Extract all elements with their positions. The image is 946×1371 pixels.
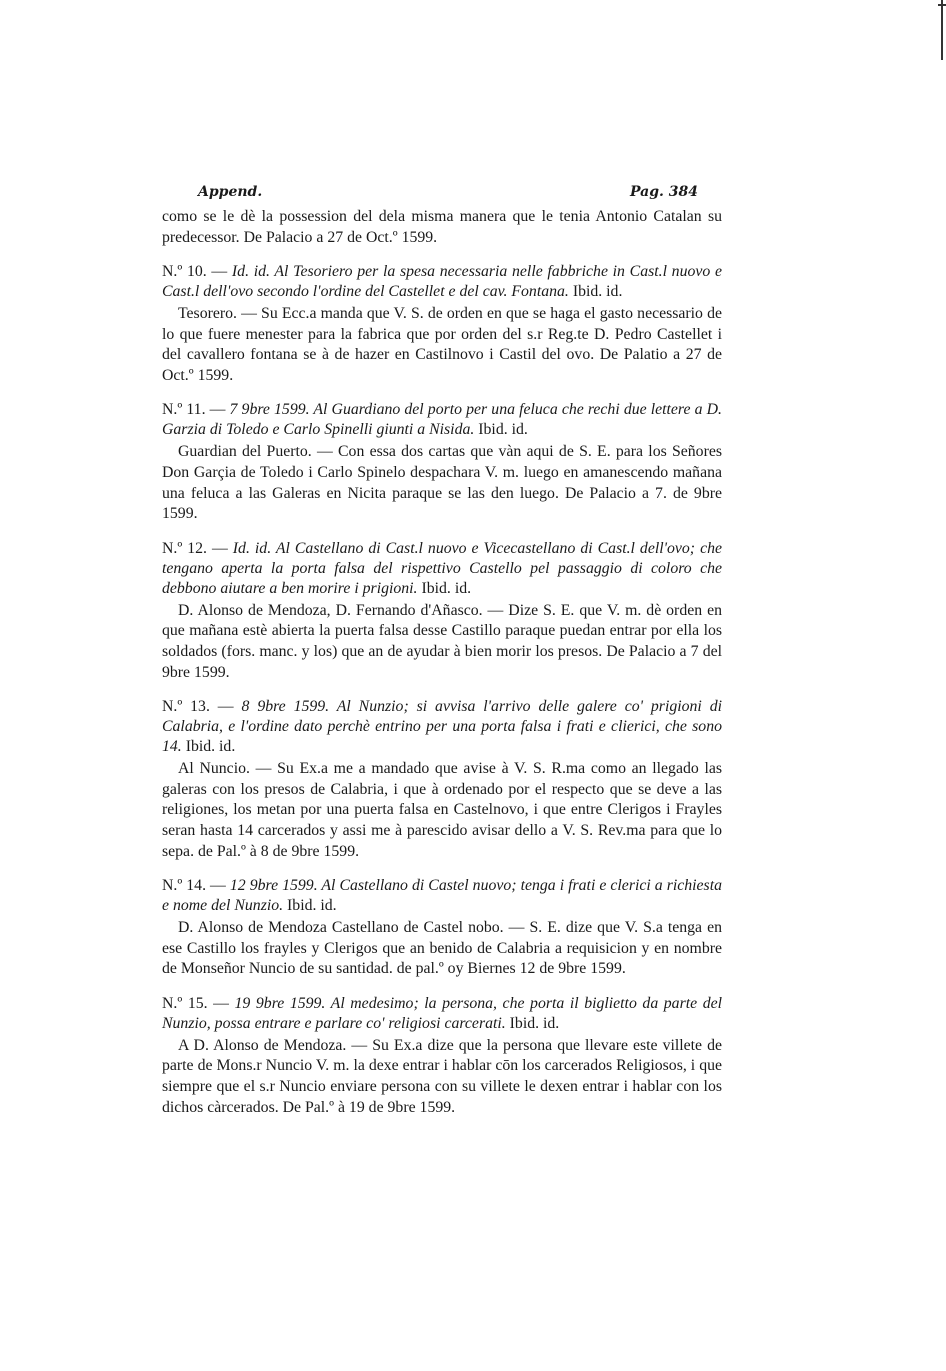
intro-paragraph: como se le dè la possession del dela misma manera que le tenia Antonio Catalan su predecessor. De Palacio a 27 de Oct.º 1599. — [162, 208, 722, 246]
entry-summary: 8 9bre 1599. Al Nunzio; si avvisa l'arrivo delle galere co' prigioni di Calabria, e l'ordine dato perchè entrino per una porta falsa i frati e clierici, che sono 14. — [162, 698, 723, 756]
entry-heading — [162, 400, 722, 440]
edge-tick — [938, 4, 946, 6]
document-entry-11 — [162, 400, 722, 524]
entry-heading — [162, 262, 722, 302]
entry-body: D. Alonso de Mendoza Castellano de Castel nobo. — S. E. dize que V. S.a tenga en ese Castillo los frayles y Clerigos que an benido de Calabria a requisicion y en nombre de Monseñor Nuncio de su santidad. de pal.º oy Biernes 12 de 9bre 1599. — [162, 919, 722, 978]
document-entry-15 — [162, 994, 722, 1118]
edge-bar — [941, 0, 943, 60]
entry-number: N.º 12. — — [162, 539, 228, 557]
entry-summary: 19 9bre 1599. Al medesimo; la persona, che porta il biglietto da parte del Nunzio, possa entrare e parlare co' religiosi carcerati. — [162, 994, 722, 1032]
scan-edge-mark — [938, 0, 946, 1371]
entry-number: N.º 11. — — [162, 401, 226, 419]
entry-heading — [162, 876, 722, 916]
document-entry-12 — [162, 539, 722, 683]
entry-reference: Ibid. id. — [287, 897, 337, 915]
entry-summary: Id. id. Al Tesoriero per la spesa necessaria nelle fabbriche in Cast.l nuovo e Cast.l dell'ovo secondo l'ordine del Castellet e del cav. Fontana. — [162, 263, 722, 300]
entry-number: N.º 14. — — [162, 877, 226, 895]
entry-number: N.º 15. — — [162, 994, 229, 1012]
entry-body: Tesorero. — Su Ecc.a manda que V. S. de orden en que se haga el gasto necessario de lo que fuere menester para la fabrica que por orden del s.r Reg.te D. Pedro Castellet i del cavallero fontana se à de hazer en Castilnovo i Castil del ovo. De Palatio a 27 de Oct.º 1599. — [162, 305, 722, 384]
entry-reference: Ibid. id. — [421, 579, 472, 597]
document-entry-10 — [162, 262, 722, 386]
document-entry-13 — [162, 697, 722, 862]
entry-heading — [162, 539, 722, 599]
entry-heading — [162, 994, 722, 1034]
entry-summary: 12 9bre 1599. Al Castellano di Castel nuovo; tenga i frati e clerici a richiesta e nome del Nunzio. — [162, 877, 722, 915]
entry-reference: Ibid. id. — [509, 1014, 560, 1032]
entry-reference: Ibid. id. — [478, 421, 528, 439]
entry-heading — [162, 697, 722, 757]
entry-number: N.º 13. — — [162, 698, 234, 716]
entry-body: A D. Alonso de Mendoza. — Su Ex.a dize que la persona que llevare este villete de parte de Mons.r Nuncio V. m. la dexe entrar i hablar cōn los carcerados Religiosos, i que siempre que el s.r Nuncio enviare persona con su villete le dexen entrar i hablar con los dichos càrcerados. De Pal.º à 19 de 9bre 1599. — [162, 1036, 722, 1116]
entry-body: Al Nuncio. — Su Ex.a me a mandado que avise à V. S. R.ma como an llegado las galeras con los presos de Calabria, i que à ordenado por el respecto que se deve a las religiones, los metan por una puerta falsa en Castelnovo, i que entre Clerigos i Frayles seran hasta 14 carcerados y assi me à parescido avisar dello a V. S. Rev.ma para que lo sepa. de Pal.º à 8 de 9bre 1599. — [162, 760, 722, 860]
entry-number: N.º 10. — — [162, 263, 228, 280]
document-entry-14 — [162, 876, 722, 980]
entry-summary: Id. id. Al Castellano di Cast.l nuovo e Vicecastellano di Cast.l dell'ovo; che tengano aperta la porta falsa del rispettivo Castello pel passaggio di coloro che debbono aiutare a ben morire i prigioni. — [162, 539, 722, 597]
entry-summary: 7 9bre 1599. Al Guardiano del porto per una feluca che rechi due lettere a D. Garzia di Toledo e Carlo Spinelli giunti a Nisida. — [162, 401, 722, 439]
running-head — [162, 180, 722, 206]
entry-body: Guardian del Puerto. — Con essa dos cartas que vàn aqui de S. E. para los Señores Don Garçia de Toledo i Carlo Spinelo despachara V. m. luego en amanescendo mañana una feluca a las Galeras en Nicita paraque se las den luego. De Palacio a 7. de 9bre 1599. — [162, 443, 722, 523]
page-number: Pag. 384 — [630, 184, 698, 200]
entry-reference: Ibid. id. — [185, 738, 236, 756]
entry-reference: Ibid. id. — [572, 283, 623, 300]
running-head-left: Append. — [198, 184, 263, 200]
entry-body: D. Alonso de Mendoza, D. Fernando d'Añasco. — Dize S. E. que V. m. dè orden en que mañana estè abierta la puerta falsa desse Castillo paraque puedan entrar por ella los soldados (fors. manc. y los) que an de ayudar à bien morir los presos. De Palacio a 7 del 9bre 1599. — [162, 601, 722, 681]
page — [162, 180, 722, 1132]
